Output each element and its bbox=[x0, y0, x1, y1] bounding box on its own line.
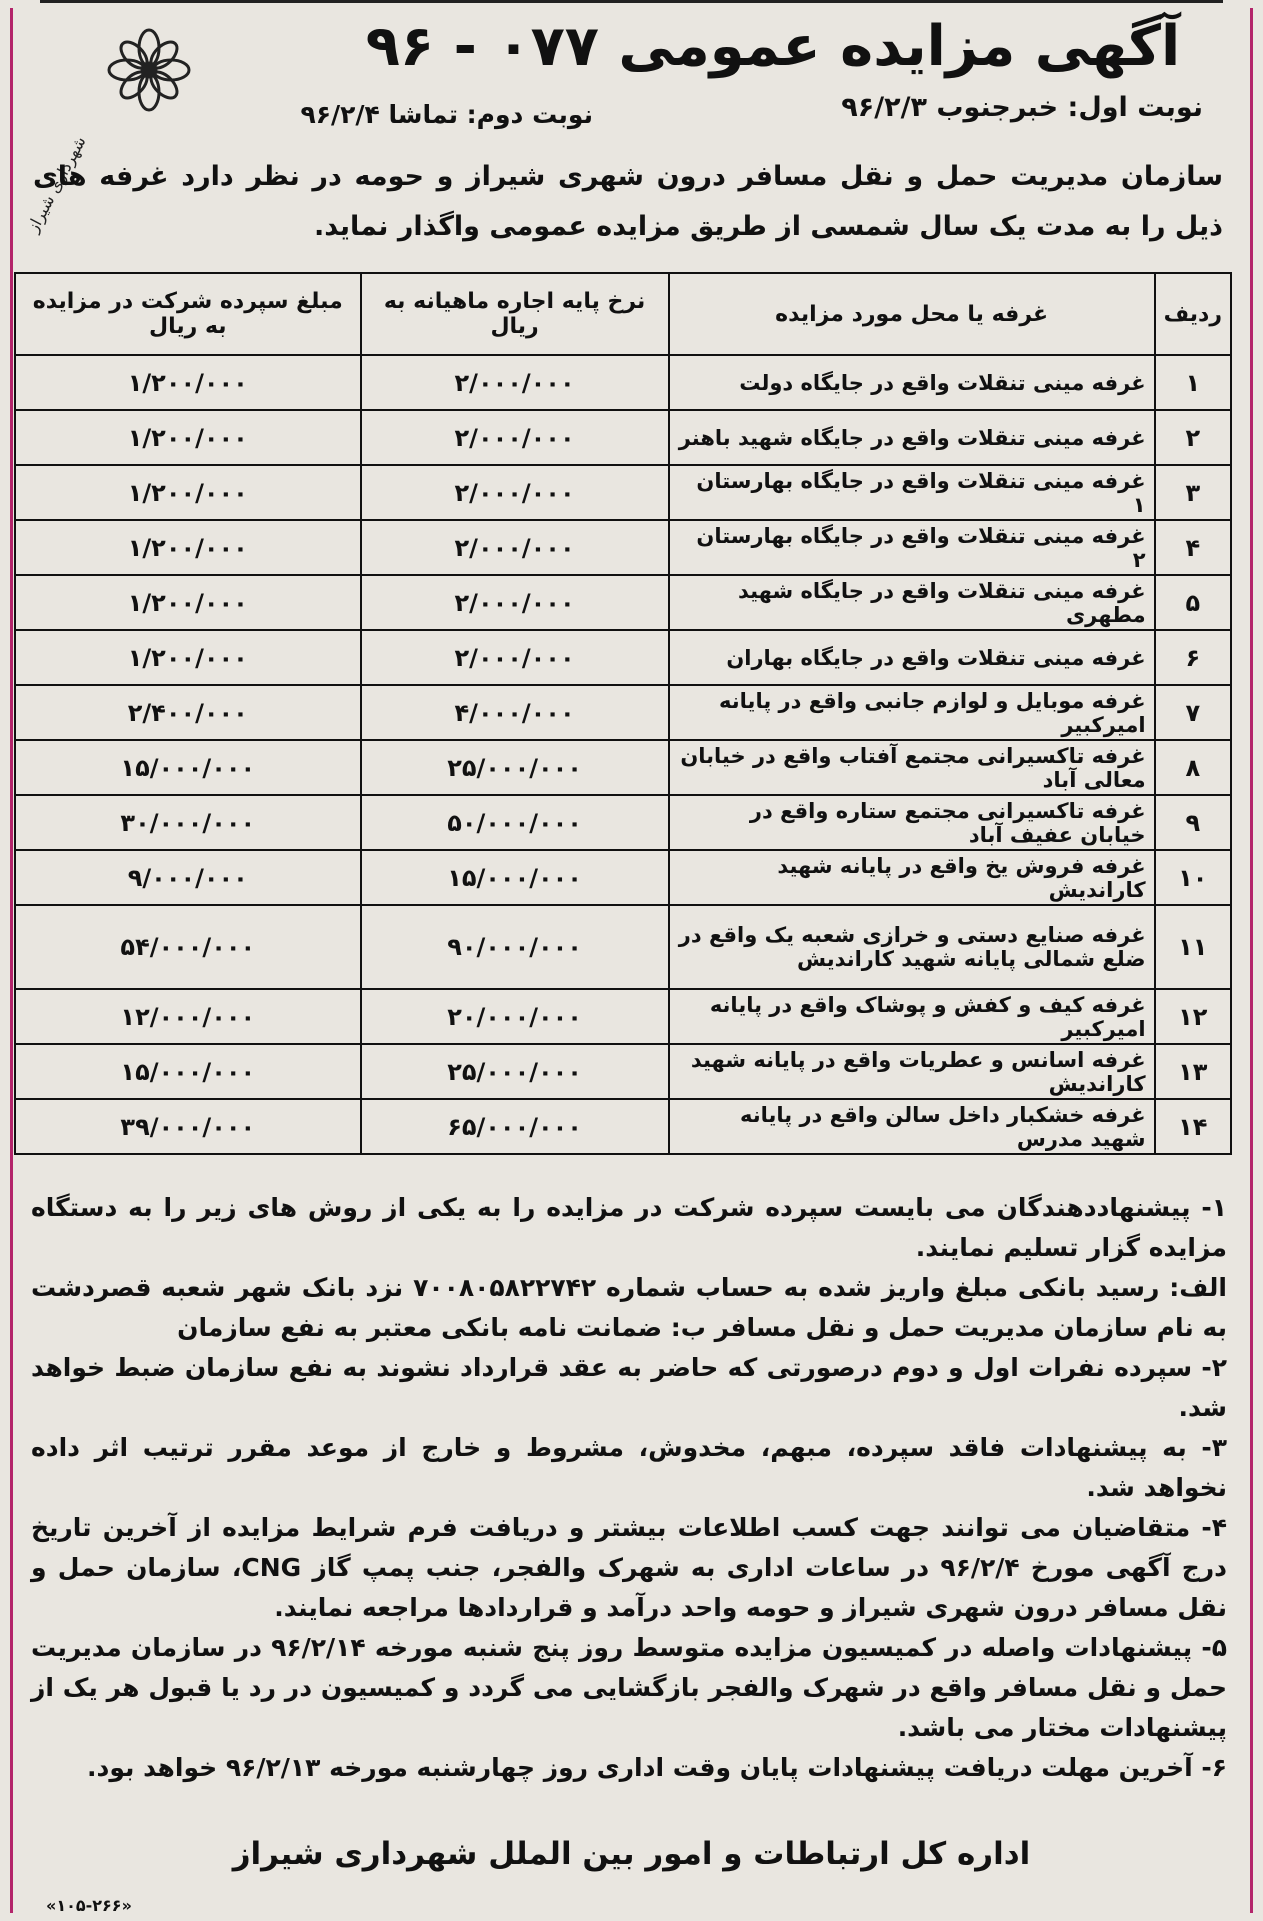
row-deposit: ۳۰/۰۰۰/۰۰۰ bbox=[15, 795, 361, 850]
municipality-logo bbox=[23, 30, 204, 236]
row-rent: ۲/۰۰۰/۰۰۰ bbox=[361, 410, 669, 465]
row-number: ۱۳ bbox=[1155, 1044, 1231, 1099]
auction-table-container bbox=[14, 272, 1232, 1155]
intro-paragraph: سازمان مدیریت حمل و نقل مسافر درون شهری شیراز و حومه در نظر دارد غرفه های ذیل را به مدت یک سال شمسی از طریق مزایده عمومی واگذار نماید. bbox=[33, 161, 1223, 242]
condition-item: ۱- پیشنهاددهندگان می بایست سپرده شرکت در مزایده را به یکی از روش های زیر را به دستگاه مزایده گزار تسلیم نمایند. bbox=[31, 1193, 1227, 1262]
row-place: غرفه مینی تنقلات واقع در جایگاه دولت bbox=[669, 355, 1155, 410]
row-rent: ۴/۰۰۰/۰۰۰ bbox=[361, 685, 669, 740]
row-place: غرفه مینی تنقلات واقع در جایگاه شهید مطهری bbox=[669, 575, 1155, 630]
row-number: ۴ bbox=[1155, 520, 1231, 575]
row-deposit: ۱/۲۰۰/۰۰۰ bbox=[15, 465, 361, 520]
row-place: غرفه فروش یخ واقع در پایانه شهید کاراندیش bbox=[669, 850, 1155, 905]
first-round-publication: نوبت اول: خبرجنوب ۹۶/۲/۳ bbox=[841, 92, 1203, 123]
row-place: غرفه مینی تنقلات واقع در جایگاه بهاران bbox=[669, 630, 1155, 685]
table-row bbox=[15, 740, 1231, 795]
condition-item: ۴- متقاضیان می توانند جهت کسب اطلاعات بیشتر و دریافت فرم شرایط مزایده از آخرین تاریخ درج آگهی مورخ ۹۶/۲/۴ در ساعات اداری به شهرک والفجر، جنب پمپ گاز CNG، سازمان حمل و نقل مسافر درون شهری شیراز و حومه واحد درآمد و قراردادها مراجعه نمایند. bbox=[31, 1513, 1227, 1622]
row-rent: ۲/۰۰۰/۰۰۰ bbox=[361, 520, 669, 575]
table-row bbox=[15, 575, 1231, 630]
row-rent: ۲/۰۰۰/۰۰۰ bbox=[361, 465, 669, 520]
col-row: ردیف bbox=[1155, 273, 1231, 355]
col-rent: نرخ پایه اجاره ماهیانه به ریال bbox=[361, 273, 669, 355]
row-number: ۱۴ bbox=[1155, 1099, 1231, 1154]
condition-item: ۵- پیشنهادات واصله در کمیسیون مزایده متوسط روز پنج شنبه مورخه ۹۶/۲/۱۴ در سازمان مدیریت حمل و نقل مسافر واقع در شهرک والفجر بازگشایی می گردد و کمیسیون در رد یا قبول هر یک از پیشنهادات مختار می باشد. bbox=[31, 1633, 1227, 1742]
row-deposit: ۹/۰۰۰/۰۰۰ bbox=[15, 850, 361, 905]
row-place: غرفه اسانس و عطریات واقع در پایانه شهید کاراندیش bbox=[669, 1044, 1155, 1099]
conditions-list bbox=[31, 1188, 1227, 1788]
row-place: غرفه کیف و کفش و پوشاک واقع در پایانه امیرکبیر bbox=[669, 989, 1155, 1044]
table-row bbox=[15, 1099, 1231, 1154]
table-row bbox=[15, 989, 1231, 1044]
svg-text:شهرداری شیراز: شهرداری شیراز bbox=[23, 132, 90, 236]
row-deposit: ۵۴/۰۰۰/۰۰۰ bbox=[15, 905, 361, 989]
row-place: غرفه مینی تنقلات واقع در جایگاه بهارستان ۲ bbox=[669, 520, 1155, 575]
row-rent: ۲۰/۰۰۰/۰۰۰ bbox=[361, 989, 669, 1044]
table-row bbox=[15, 630, 1231, 685]
row-number: ۸ bbox=[1155, 740, 1231, 795]
row-rent: ۶۵/۰۰۰/۰۰۰ bbox=[361, 1099, 669, 1154]
table-row bbox=[15, 795, 1231, 850]
row-number: ۱۲ bbox=[1155, 989, 1231, 1044]
row-place: غرفه خشکبار داخل سالن واقع در پایانه شهید مدرس bbox=[669, 1099, 1155, 1154]
second-round-publication: نوبت دوم: تماشا ۹۶/۲/۴ bbox=[300, 100, 593, 129]
table-row bbox=[15, 465, 1231, 520]
ad-title: آگهی مزایده عمومی ۰۷۷ - ۹۶ bbox=[365, 14, 1181, 79]
row-number: ۶ bbox=[1155, 630, 1231, 685]
col-place: غرفه یا محل مورد مزایده bbox=[669, 273, 1155, 355]
table-row bbox=[15, 410, 1231, 465]
row-number: ۱۱ bbox=[1155, 905, 1231, 989]
row-place: غرفه تاکسیرانی مجتمع ستاره واقع در خیابان عفیف آباد bbox=[669, 795, 1155, 850]
row-rent: ۹۰/۰۰۰/۰۰۰ bbox=[361, 905, 669, 989]
row-place: غرفه صنایع دستی و خرازی شعبه یک واقع در ضلع شمالی پایانه شهید کاراندیش bbox=[669, 905, 1155, 989]
row-place: غرفه موبایل و لوازم جانبی واقع در پایانه امیرکبیر bbox=[669, 685, 1155, 740]
row-rent: ۲۵/۰۰۰/۰۰۰ bbox=[361, 740, 669, 795]
row-rent: ۱۵/۰۰۰/۰۰۰ bbox=[361, 850, 669, 905]
row-number: ۵ bbox=[1155, 575, 1231, 630]
table-row bbox=[15, 355, 1231, 410]
row-deposit: ۱۲/۰۰۰/۰۰۰ bbox=[15, 989, 361, 1044]
row-number: ۳ bbox=[1155, 465, 1231, 520]
ad-code: «۱۰۵-۲۶۶» bbox=[46, 1896, 132, 1915]
row-deposit: ۱/۲۰۰/۰۰۰ bbox=[15, 520, 361, 575]
condition-item: ۲- سپرده نفرات اول و دوم درصورتی که حاضر به عقد قرارداد نشوند به نفع سازمان ضبط خواهد شد. bbox=[31, 1353, 1227, 1422]
table-row bbox=[15, 905, 1231, 989]
row-place: غرفه تاکسیرانی مجتمع آفتاب واقع در خیابان معالی آباد bbox=[669, 740, 1155, 795]
table-row bbox=[15, 685, 1231, 740]
table-row bbox=[15, 520, 1231, 575]
row-deposit: ۱/۲۰۰/۰۰۰ bbox=[15, 410, 361, 465]
condition-item: ۳- به پیشنهادات فاقد سپرده، مبهم، مخدوش، مشروط و خارج از موعد مقرر ترتیب اثر داده نخواهد شد. bbox=[31, 1433, 1227, 1502]
table-row bbox=[15, 850, 1231, 905]
flower-logo-icon bbox=[23, 30, 204, 236]
row-place: غرفه مینی تنقلات واقع در جایگاه بهارستان ۱ bbox=[669, 465, 1155, 520]
table-header-row bbox=[15, 273, 1231, 355]
row-deposit: ۱/۲۰۰/۰۰۰ bbox=[15, 630, 361, 685]
table-row bbox=[15, 1044, 1231, 1099]
row-number: ۲ bbox=[1155, 410, 1231, 465]
row-deposit: ۱/۲۰۰/۰۰۰ bbox=[15, 575, 361, 630]
row-deposit: ۳۹/۰۰۰/۰۰۰ bbox=[15, 1099, 361, 1154]
col-deposit: مبلغ سپرده شرکت در مزایده به ریال bbox=[15, 273, 361, 355]
row-rent: ۲/۰۰۰/۰۰۰ bbox=[361, 630, 669, 685]
row-number: ۱۰ bbox=[1155, 850, 1231, 905]
row-deposit: ۲/۴۰۰/۰۰۰ bbox=[15, 685, 361, 740]
row-number: ۱ bbox=[1155, 355, 1231, 410]
condition-item: الف: رسید بانکی مبلغ واریز شده به حساب شماره ۷۰۰۸۰۵۸۲۲۷۴۲ نزد بانک شهر شعبه قصردشت به نام سازمان مدیریت حمل و نقل مسافر ب: ضمانت نامه بانکی معتبر به نفع سازمان bbox=[31, 1273, 1228, 1342]
row-rent: ۵۰/۰۰۰/۰۰۰ bbox=[361, 795, 669, 850]
row-rent: ۲۵/۰۰۰/۰۰۰ bbox=[361, 1044, 669, 1099]
row-number: ۹ bbox=[1155, 795, 1231, 850]
issuing-office: اداره کل ارتباطات و امور بین الملل شهرداری شیراز bbox=[232, 1836, 1031, 1872]
row-deposit: ۱/۲۰۰/۰۰۰ bbox=[15, 355, 361, 410]
auction-table bbox=[14, 272, 1232, 1155]
row-deposit: ۱۵/۰۰۰/۰۰۰ bbox=[15, 1044, 361, 1099]
row-place: غرفه مینی تنقلات واقع در جایگاه شهید باهنر bbox=[669, 410, 1155, 465]
row-number: ۷ bbox=[1155, 685, 1231, 740]
condition-item: ۶- آخرین مهلت دریافت پیشنهادات پایان وقت اداری روز چهارشنبه مورخه ۹۶/۲/۱۳ خواهد بود. bbox=[87, 1753, 1227, 1782]
row-deposit: ۱۵/۰۰۰/۰۰۰ bbox=[15, 740, 361, 795]
row-rent: ۲/۰۰۰/۰۰۰ bbox=[361, 575, 669, 630]
row-rent: ۲/۰۰۰/۰۰۰ bbox=[361, 355, 669, 410]
